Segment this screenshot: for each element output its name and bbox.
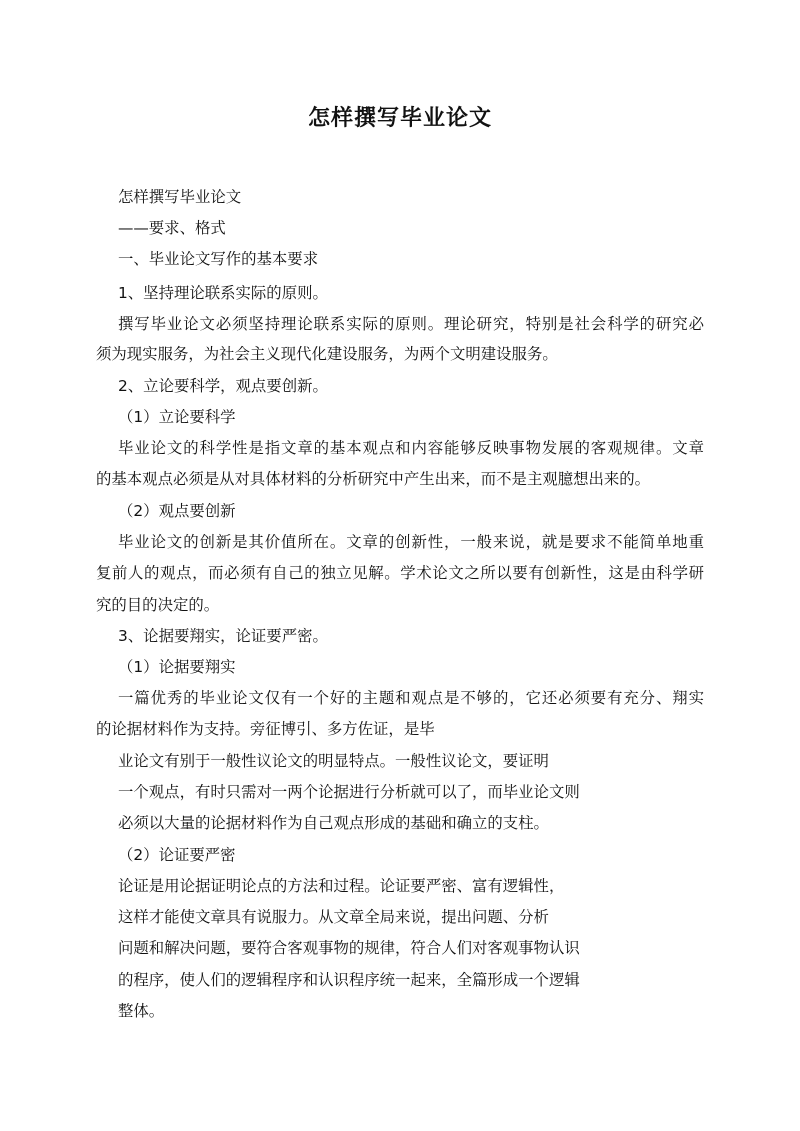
document-title: 怎样撰写毕业论文 <box>307 106 492 131</box>
paragraph-line: 一篇优秀的毕业论文仅有一个好的主题和观点是不够的，它还必须要有充分、翔实 <box>118 689 704 707</box>
paragraph-line: 毕业论文的科学性是指文章的基本观点和内容能够反映事物发展的客观规律。文章 <box>118 439 704 457</box>
subsection-heading: 1、坚持理论联系实际的原则。 <box>118 284 328 302</box>
subsection-heading: 2、立论要科学，观点要创新。 <box>118 377 328 395</box>
paragraph-line: 毕业论文的创新是其价值所在。文章的创新性，一般来说，就是要求不能简单地重 <box>118 533 704 551</box>
subsection-heading: 3、论据要翔实，论证要严密。 <box>118 627 328 645</box>
paragraph-line: 必须以大量的论据材料作为自己观点形成的基础和确立的支柱。 <box>118 814 549 832</box>
paragraph-line: 撰写毕业论文必须坚持理论联系实际的原则。理论研究，特别是社会科学的研究必 <box>118 315 704 333</box>
item-heading: （1）论据要翔实 <box>118 658 236 676</box>
paragraph-line: 这样才能使文章具有说服力。从文章全局来说，提出问题、分析 <box>118 908 549 926</box>
paragraph-line: 复前人的观点，而必须有自己的独立见解。学术论文之所以要有创新性，这是由科学研 <box>96 564 704 582</box>
text-line-subheading: ——要求、格式 <box>118 219 226 237</box>
item-heading: （2）观点要创新 <box>118 502 236 520</box>
section-heading: 一、毕业论文写作的基本要求 <box>118 250 319 268</box>
text-line-subtitle: 怎样撰写毕业论文 <box>118 188 242 206</box>
item-heading: （1）立论要科学 <box>118 408 236 426</box>
paragraph-line: 须为现实服务，为社会主义现代化建设服务，为两个文明建设服务。 <box>96 345 558 363</box>
paragraph-line: 论证是用论据证明论点的方法和过程。论证要严密、富有逻辑性， <box>118 877 565 895</box>
paragraph-line: 整体。 <box>118 1002 165 1020</box>
paragraph-line: 究的目的决定的。 <box>96 596 220 614</box>
paragraph-line: 一个观点，有时只需对一两个论据进行分析就可以了，而毕业论文则 <box>118 783 580 801</box>
paragraph-line: 的基本观点必须是从对具体材料的分析研究中产生出来，而不是主观臆想出来的。 <box>96 470 651 488</box>
paragraph-line: 业论文有别于一般性议论文的明显特点。一般性议论文，要证明 <box>118 752 549 770</box>
item-heading: （2）论证要严密 <box>118 846 236 864</box>
paragraph-line: 的论据材料作为支持。旁征博引、多方佐证，是毕 <box>96 720 435 738</box>
paragraph-line: 问题和解决问题，要符合客观事物的规律，符合人们对客观事物认识 <box>118 939 580 957</box>
paragraph-line: 的程序，使人们的逻辑程序和认识程序统一起来，全篇形成一个逻辑 <box>118 971 580 989</box>
